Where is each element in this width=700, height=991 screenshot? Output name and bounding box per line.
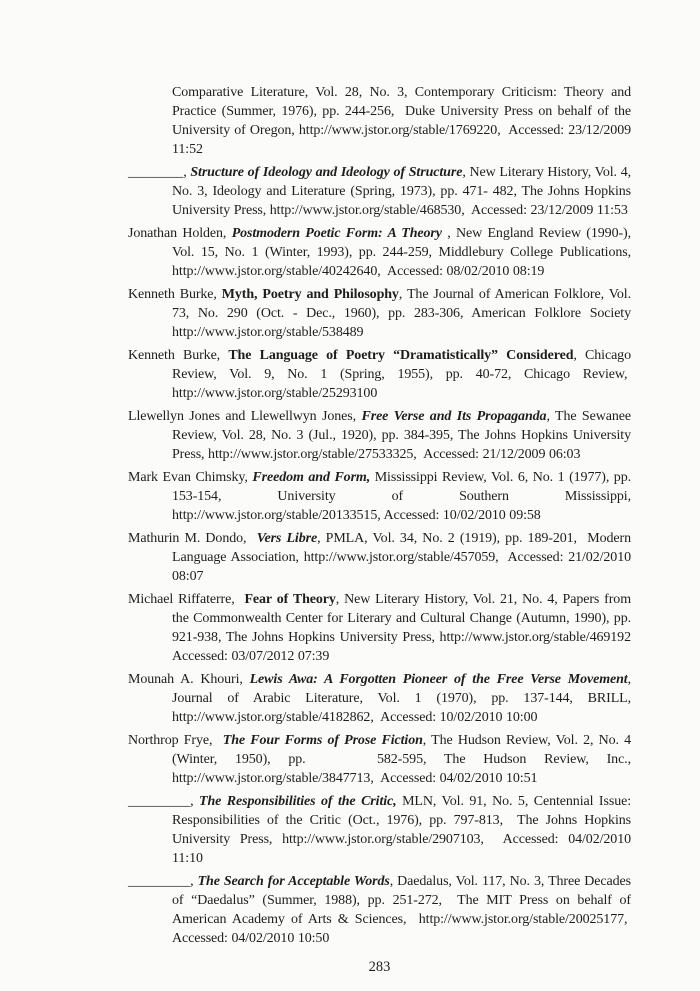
entry-title: Myth, Poetry and Philosophy	[221, 287, 399, 302]
entry-text: , Journal of Arabic Literature, Vol. 1 (1970), pp. 137-144, BRILL, http://www.jstor.org/stable/4182862, Accessed: 10/02/2010 10:00	[172, 672, 631, 725]
entry-title: Freedom and Form,	[252, 470, 371, 485]
entry-text: Mounah A. Khouri,	[128, 672, 250, 687]
bibliography-list	[128, 83, 631, 948]
entry-title: The Language of Poetry “Dramatistically” Considered	[228, 348, 574, 363]
entry-text: ________,	[128, 165, 191, 180]
entry-title: The Search for Acceptable Words	[197, 874, 390, 889]
bibliography-entry	[128, 407, 631, 464]
entry-text: _________,	[128, 874, 198, 889]
entry-text: Mathurin M. Dondo,	[128, 531, 257, 546]
entry-text: , The Sewanee Review, Vol. 28, No. 3 (Jul., 1920), pp. 384-395, The Johns Hopkins University Press, http://www.jstor.org/stable/27533325, Accessed: 21/12/2009 06:03	[172, 409, 631, 462]
bibliography-entry	[128, 670, 631, 727]
bibliography-entry	[128, 468, 631, 525]
entry-title: Lewis Awa: A Forgotten Pioneer of the Free Verse Movement	[249, 672, 628, 687]
entry-text: , New England Review (1990-), Vol. 15, No. 1 (Winter, 1993), pp. 244-259, Middlebury College Publications, http://www.jstor.org/stable/40242640, Accessed: 08/02/2010 08:19	[172, 226, 631, 279]
bibliography-entry	[128, 872, 631, 948]
entry-title: Vers Libre	[256, 531, 318, 546]
bibliography-entry	[128, 285, 631, 342]
bibliography-entry	[128, 529, 631, 586]
bibliography-entry	[128, 224, 631, 281]
entry-text: Mark Evan Chimsky,	[128, 470, 253, 485]
entry-title: Fear of Theory	[244, 592, 336, 607]
entry-text: , New Literary History, Vol. 21, No. 4, Papers from the Commonwealth Center for Literary and Cultural Change (Autumn, 1990), pp. 921-938, The Johns Hopkins University Press, http://www.jstor.org/stable/469192 Accessed: 03/07/2012 07:39	[172, 592, 631, 664]
entry-text: Mississippi Review, Vol. 6, No. 1 (1977), pp. 153-154, University of Southern Mississippi, http://www.jstor.org/stable/20133515, Accessed: 10/02/2010 09:58	[172, 470, 631, 523]
bibliography-entry	[128, 163, 631, 220]
entry-text: , Daedalus, Vol. 117, No. 3, Three Decades of “Daedalus” (Summer, 1988), pp. 251-272, The MIT Press on behalf of American Academy of Arts & Sciences, http://www.jstor.org/stable/20025177, Accessed: 04/02/2010 10:50	[172, 874, 631, 946]
bibliography-entry	[128, 346, 631, 403]
entry-title: Free Verse and Its Propaganda	[361, 409, 547, 424]
entry-text: Comparative Literature, Vol. 28, No. 3, Contemporary Criticism: Theory and Practice (Summer, 1976), pp. 244-256, Duke University Press on behalf of the University of Oregon, http://www.jstor.org/stable/1769220, Accessed: 23/12/2009 11:52	[172, 85, 631, 157]
entry-title: Postmodern Poetic Form: A Theory	[231, 226, 442, 241]
entry-text: , New Literary History, Vol. 4, No. 3, Ideology and Literature (Spring, 1973), pp. 471- 482, The Johns Hopkins University Press, http://www.jstor.org/stable/468530, Accessed: 23/12/2009 11:53	[172, 165, 631, 218]
entry-text: , The Hudson Review, Vol. 2, No. 4 (Winter, 1950), pp. 582-595, The Hudson Review, Inc., http://www.jstor.org/stable/3847713, Accessed: 04/02/2010 10:51	[172, 733, 631, 786]
bibliography-entry	[128, 590, 631, 666]
entry-text: Kenneth Burke,	[128, 287, 222, 302]
bibliography-entry	[128, 83, 631, 159]
entry-text: MLN, Vol. 91, No. 5, Centennial Issue: Responsibilities of the Critic (Oct., 1976), pp. 797-813, The Johns Hopkins University Press, http://www.jstor.org/stable/2907103, Accessed: 04/02/2010 11:10	[172, 794, 631, 866]
bibliography-entry	[128, 792, 631, 868]
entry-title: Structure of Ideology and Ideology of Structure	[190, 165, 463, 180]
entry-text: Kenneth Burke,	[128, 348, 229, 363]
entry-text: _________,	[128, 794, 200, 809]
entry-text: , PMLA, Vol. 34, No. 2 (1919), pp. 189-201, Modern Language Association, http://www.jstor.org/stable/457059, Accessed: 21/02/2010 08:07	[172, 531, 631, 584]
page-number: 283	[368, 959, 391, 975]
bibliography-entry	[128, 731, 631, 788]
entry-text: , Chicago Review, Vol. 9, No. 1 (Spring, 1955), pp. 40-72, Chicago Review, http://www.jstor.org/stable/25293100	[172, 348, 631, 401]
entry-text: Northrop Frye,	[128, 733, 223, 748]
entry-text: Michael Riffaterre,	[128, 592, 245, 607]
entry-title: The Responsibilities of the Critic,	[199, 794, 397, 809]
entry-text: Llewellyn Jones and Llewellwyn Jones,	[128, 409, 362, 424]
entry-text: Jonathan Holden,	[128, 226, 232, 241]
entry-title: The Four Forms of Prose Fiction	[222, 733, 423, 748]
entry-text: , The Journal of American Folklore, Vol. 73, No. 290 (Oct. - Dec., 1960), pp. 283-306, American Folklore Society http://www.jstor.org/stable/538489	[172, 287, 631, 340]
